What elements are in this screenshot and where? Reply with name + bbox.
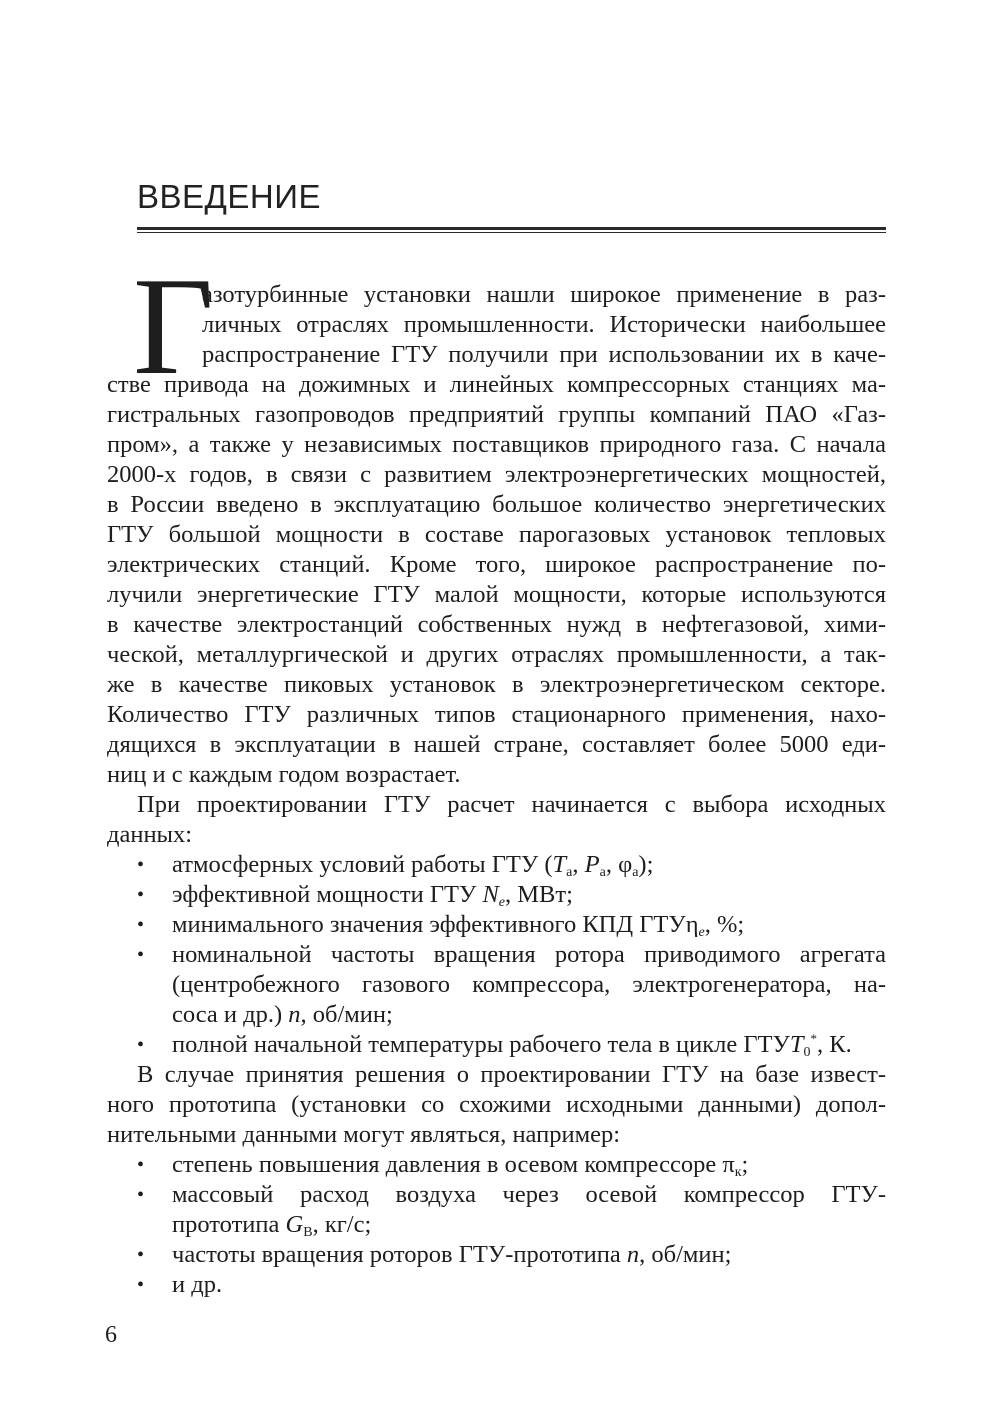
page-number: 6 (105, 1322, 117, 1348)
bullet-mark: • (137, 1034, 145, 1056)
para3-line: нительными данными могут являться, например: (107, 1121, 621, 1148)
intro-line: 2000-х годов, в связи с развитием электроэнергетических мощностей, (107, 461, 886, 488)
intro-line: ГТУ большой мощности в составе парогазовых установок тепловых (107, 521, 886, 548)
bullet-mark: • (137, 1244, 145, 1266)
intro-line: ниц и с каждым годом возрастает. (107, 761, 461, 788)
bullet-mark: • (137, 1154, 145, 1176)
para2-line: данных: (107, 821, 193, 848)
intro-line: дящихся в эксплуатации в нашей стране, составляет более 5000 еди- (107, 731, 886, 758)
bullet-mark: • (137, 914, 145, 936)
list-item-rotation-line: соса и др.) n, об/мин; (172, 1001, 393, 1028)
bullet-mark: • (137, 854, 145, 876)
heading-rule-thick (137, 227, 886, 230)
para3-line: В случае принятия решения о проектировании ГТУ на базе извест- (137, 1061, 886, 1088)
bullet-mark: • (137, 884, 145, 906)
heading-rule-thin (137, 232, 886, 233)
intro-line: личных отраслях промышленности. Исторически наибольшее (202, 311, 886, 338)
chapter-heading: ВВЕДЕНИЕ (137, 178, 321, 215)
bullet-mark: • (137, 1184, 145, 1206)
intro-line: в России введено в эксплуатацию большое количество энергетических (107, 491, 886, 518)
list-item-etc: и др. (172, 1271, 223, 1298)
list-item-power: эффективной мощности ГТУ $N_e$, МВт; (172, 881, 573, 910)
bullet-mark: • (137, 1274, 145, 1296)
list-item-airflow-line: прототипа $G_В$, кг/с; (172, 1211, 372, 1240)
list-item-atmospheric: атмосферных условий работы ГТУ ($T_а$, $P_а$, $\varphi_а$); (172, 851, 654, 880)
list-item-temperature: полной начальной температуры рабочего тела в цикле $ГТУT_0^*$, К. (172, 1031, 852, 1060)
list-item-rotation-line: номинальной частоты вращения ротора приводимого агрегата (172, 941, 886, 968)
intro-line: распространение ГТУ получили при использовании их в каче- (202, 341, 886, 368)
intro-line: же в качестве пиковых установок в электроэнергетическом секторе. (107, 671, 886, 698)
intro-line: электрических станций. Кроме того, широкое распространение по- (107, 551, 886, 578)
intro-line: ческой, металлургической и других отраслях промышленности, а так- (107, 641, 886, 668)
list-item-airflow-line: массовый расход воздуха через осевой компрессор ГТУ- (172, 1181, 886, 1208)
bullet-mark: • (137, 944, 145, 966)
drop-cap: Г (133, 249, 214, 404)
intro-line: пром», а также у независимых поставщиков природного газа. С начала (107, 431, 886, 458)
list-item-pressure-ratio: степень повышения давления в осевом компрессоре $\pi_к$; (172, 1151, 749, 1180)
intro-line: стве привода на дожимных и линейных компрессорных станциях ма- (107, 371, 886, 398)
intro-line: Количество ГТУ различных типов стационарного применения, нахо- (107, 701, 886, 728)
intro-line: азотурбинные установки нашли широкое применение в раз- (202, 281, 886, 308)
list-item-rotation-line: (центробежного газового компрессора, электрогенератора, на- (172, 971, 886, 998)
list-item-rotor-speed: частоты вращения роторов ГТУ-прототипа n, об/мин; (172, 1241, 732, 1268)
intro-line: лучили энергетические ГТУ малой мощности, которые используются (107, 581, 886, 608)
intro-line: гистральных газопроводов предприятий группы компаний ПАО «Газ- (107, 401, 886, 428)
intro-line: в качестве электростанций собственных нужд в нефтегазовой, хими- (107, 611, 886, 638)
para3-line: ного прототипа (установки со схожими исходными данными) допол- (107, 1091, 886, 1118)
list-item-efficiency: минимального значения эффективного КПД ГТУη$_e$, %; (172, 911, 745, 940)
para2-line: При проектировании ГТУ расчет начинается с выбора исходных (137, 791, 886, 818)
